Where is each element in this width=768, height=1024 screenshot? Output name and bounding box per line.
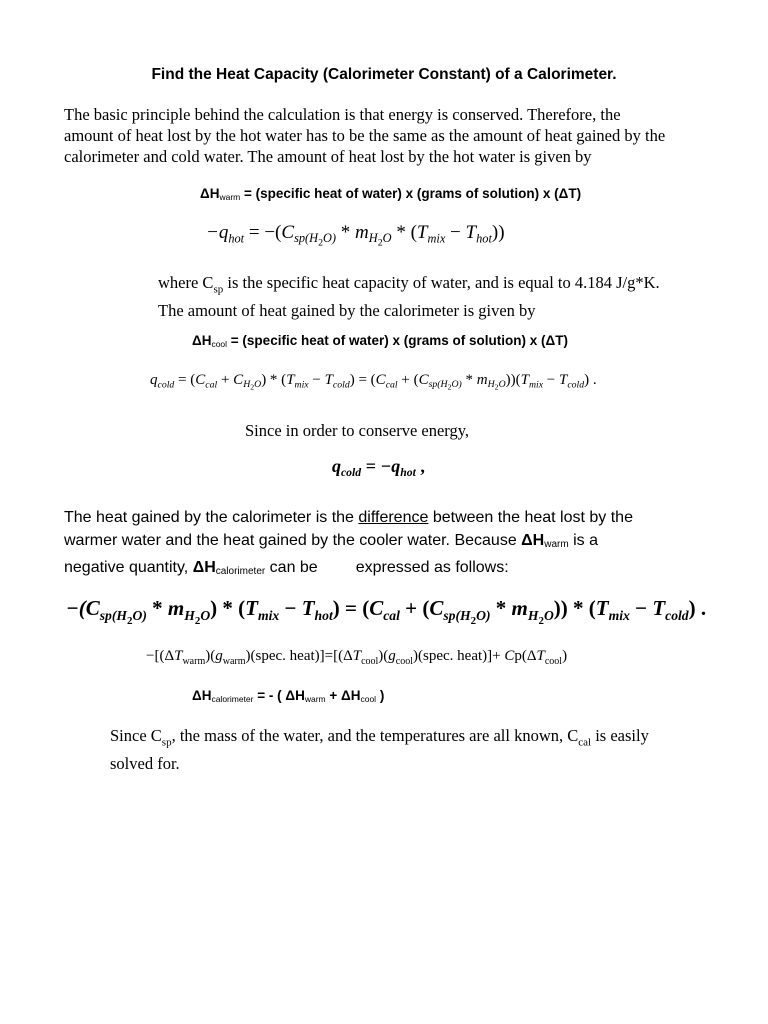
f-cold-t3-sub: mix [528,379,544,391]
f-hot-close: )) [491,222,505,243]
f-cold-c2: C [233,372,244,388]
eqc-delta: ΔH [192,688,212,703]
fd-g2: g [388,648,396,664]
f-cons-end: , [415,456,425,476]
fd-t3-sub: cool [544,656,563,667]
fd-t1: T [174,648,183,664]
f-big-c3-sub3: O) [476,607,491,623]
f-hot-t2: T [465,222,477,243]
eqc-delta2: ΔH [285,688,305,703]
f-cold-t3: T [520,372,529,388]
f-big-c2: C [369,596,384,620]
f-hot-star2: * ( [391,222,417,243]
f-big-minus2: − [629,596,653,620]
delta-t-cool: ΔT [545,333,564,348]
fd-t2: T [352,648,362,664]
f-cold-c4-sub: sp(H [428,379,448,391]
f-big-m2-sub3: O [543,607,554,623]
f-big-t2: T [301,596,315,620]
f-cold-t4-sub: cold [567,379,585,391]
f-hot-t2-sub: hot [476,231,492,246]
f-big-minus: − [279,596,302,620]
eqc-mid: = - ( [253,688,286,703]
page-title: Find the Heat Capacity (Calorimeter Constant) of a Calorimeter. [151,66,617,83]
f-big-p2: ) = ( [332,596,370,620]
where-sub: sp [213,283,224,296]
where-rest: is the specific heat capacity of water, and is equal to 4.184 J/g*K. [223,273,660,292]
f-cold-c: C [195,372,206,388]
eq-warm-text: = (specific heat of water) x (grams of solution) x ( [240,186,559,201]
f-big-open: −( [66,596,86,620]
where-line-1 [158,272,660,300]
f-big-p3: )) * ( [553,596,596,620]
delta-h-cool: ΔH [192,333,212,348]
f-cold-m-sub3: O [498,379,506,391]
f-cold-p2: ) * ( [261,372,287,388]
f-hot-m: m [355,222,369,243]
f-cold-c2-sub: H [243,379,251,391]
f-cold-c4-sub3: O) [451,379,462,391]
formula-big [66,596,706,627]
f-cold-plus2: + ( [397,372,419,388]
f-big-t1: T [245,596,258,620]
f-hot-c-sub3: O) [323,231,337,246]
f-big-t2-sub: hot [314,607,333,623]
f-cold-c4: C [418,372,429,388]
f-big-c2-sub: cal [383,607,400,623]
difference-paragraph [64,506,633,583]
diff-l3a: negative quantity, [64,559,193,576]
f-hot-c: C [281,222,295,243]
diff-l3b: can be [265,559,318,576]
fd-t2-sub: cool [361,656,379,667]
f-big-t4-sub: cold [665,607,689,623]
diff-l3c: expressed as follows: [355,559,509,576]
fd-g1-sub: warm [222,656,246,667]
f-big-m-sub2: 2 [194,614,201,627]
f-hot-lhs-sub: hot [228,231,245,246]
fd-d: )( [378,648,389,664]
eqc-sub2: warm [304,694,326,704]
warm-subscript: warm [219,192,241,202]
f-cold-q-sub: cold [157,379,175,391]
fd-cp: C [504,648,515,664]
f-hot-t1: T [416,222,428,243]
intro-paragraph [64,104,714,167]
f-big-c3-sub2: 2 [470,614,477,627]
f-big-c3: C [429,596,444,620]
eq-calorimeter [192,688,384,704]
f-big-p1: ) * ( [210,596,246,620]
f-cold-minus: − [308,372,325,388]
f-hot-eq: = −( [244,222,282,243]
f-big-m: m [167,596,185,620]
f-cons-q: q [332,456,341,476]
fd-g2-sub: cool [395,656,414,667]
f-cold-c4-sub2: 2 [447,383,452,393]
diff-p2: between the heat lost by the [428,509,633,526]
f-cold-t4: T [559,372,568,388]
f-hot-m-sub: H [368,231,378,246]
fd-g1: g [215,648,223,664]
f-cold-t2: T [324,372,333,388]
eq-warm-label [200,186,581,202]
eqc-sub3: cool [360,694,377,704]
fd-t1-sub: warm [182,656,206,667]
f-cold-t2-sub: cold [332,379,350,391]
f-big-m2-sub: H [527,607,539,623]
final-line-1 [110,725,649,753]
intro-line-3: calorimeter and cold water. The amount of heat lost by the hot water is given by [64,147,592,166]
final-line-2: solved for. [110,754,180,774]
f-cons-eq: = −q [361,456,401,476]
eq-cool-text: = (specific heat of water) x (grams of solution) x ( [227,333,546,348]
where-paragraph [158,272,660,321]
f-hot-lhs: −q [206,222,229,243]
f-hot-c-sub: sp(H [294,231,319,246]
fd-t3: T [536,648,545,664]
f-big-t3: T [595,596,609,620]
delta-t: ΔT [558,186,577,201]
f-cold-c-sub: cal [205,379,218,391]
intro-line-1: The basic principle behind the calculation is that energy is conserved. Therefore, the [64,105,621,124]
f-big-c: C [85,596,100,620]
final-paragraph [110,725,649,774]
diff-cal-sub: calorimeter [215,566,266,577]
delta-h-warm: ΔH [200,186,220,201]
diff-delta-h: ΔH [521,532,545,549]
diff-underlined-word: difference [358,509,429,526]
f-big-m2-sub2: 2 [538,614,544,627]
f-hot-c-sub2: 2 [318,237,324,249]
intro-line-2: amount of heat lost by the hot water has to be the same as the amount of heat gained by the [64,126,666,145]
f-cold-p3: ) = ( [349,372,376,388]
f-cold-m-sub: H [487,379,495,391]
where-line-2: The amount of heat gained by the calorimeter is given by [158,301,536,321]
final-c: is easily [591,726,649,745]
f-big-c-sub3: O) [132,607,147,623]
eqc-close: ) [376,688,385,703]
formula-conserve [332,456,425,479]
final-b: , the mass of the water, and the temperatures are all known, C [171,726,579,745]
f-big-m2: m [511,596,528,620]
fd-c: )(spec. heat)]=[(Δ [245,648,353,664]
eq-warm-close: ) [576,186,582,201]
f-cold-m: m [476,372,488,388]
diff-line-2 [64,529,633,556]
formula-hot [206,222,505,249]
f-cold-p4: ))( [505,372,521,388]
f-cold-p1: = ( [174,372,196,388]
f-cold-c2-sub2: 2 [250,383,255,393]
f-big-m-sub3: O [200,607,211,623]
diff-line-3 [64,556,633,583]
f-cons-rhs-sub: hot [400,466,416,480]
f-cold-star: * [461,372,477,388]
fd-g: ) [562,648,568,664]
fd-e: )(spec. heat)]+ [413,648,505,664]
eq-cool-close: ) [563,333,568,348]
f-hot-m-sub2: 2 [377,237,383,249]
f-cold-m-sub2: 2 [494,383,499,393]
diff-delta-h2: ΔH [192,559,216,576]
final-sub: sp [161,736,172,749]
f-hot-m-sub3: O [382,231,392,246]
f-hot-t1-sub: mix [427,231,446,246]
final-a: Since C [110,726,162,745]
formula-delta [146,648,567,667]
f-cold-plus: + [217,372,234,388]
f-cold-c3-sub: cal [385,379,398,391]
f-big-star: * [146,596,168,620]
fd-f: p(Δ [514,648,537,664]
eq-cool-label [192,333,568,349]
f-hot-star1: * [336,222,356,243]
diff-l2b: is a [568,532,599,549]
diff-p1: The heat gained by the calorimeter is the [64,509,359,526]
f-big-t1-sub: mix [258,607,280,623]
f-big-end: ) . [688,596,707,620]
f-cold-end: ) . [584,372,597,388]
f-big-c-sub2: 2 [127,614,133,627]
eqc-delta3: ΔH [341,688,361,703]
since-conserve: Since in order to conserve energy, [245,421,470,440]
f-cold-c3: C [375,372,386,388]
f-cold-c2-sub3: O [254,379,262,391]
f-big-star2: * [490,596,512,620]
f-cold-t1-sub: mix [294,379,309,391]
f-cold-t1: T [286,372,295,388]
f-big-m-sub: H [184,607,195,623]
f-cold-q: q [150,372,158,388]
where-prefix: where C [158,273,214,292]
formula-cold [150,372,597,392]
fd-b: )( [205,648,216,664]
f-big-c-sub: sp(H [99,607,128,623]
eqc-plus: + [325,688,342,703]
diff-l2a: warmer water and the heat gained by the cooler water. Because [64,532,522,549]
fd-a: −[(Δ [146,648,175,664]
f-big-plus: + ( [399,596,430,620]
diff-warm-sub: warm [544,539,569,550]
final-sub2: cal [578,736,592,749]
f-big-t3-sub: mix [608,607,630,623]
cool-subscript: cool [211,339,228,349]
diff-line-1 [64,506,633,529]
f-big-t4: T [652,596,666,620]
f-cold-minus2: − [543,372,559,388]
f-hot-minus: − [445,222,466,243]
f-big-c3-sub: sp(H [443,607,471,623]
eqc-sub: calorimeter [211,694,254,704]
f-cons-q-sub: cold [341,466,362,480]
